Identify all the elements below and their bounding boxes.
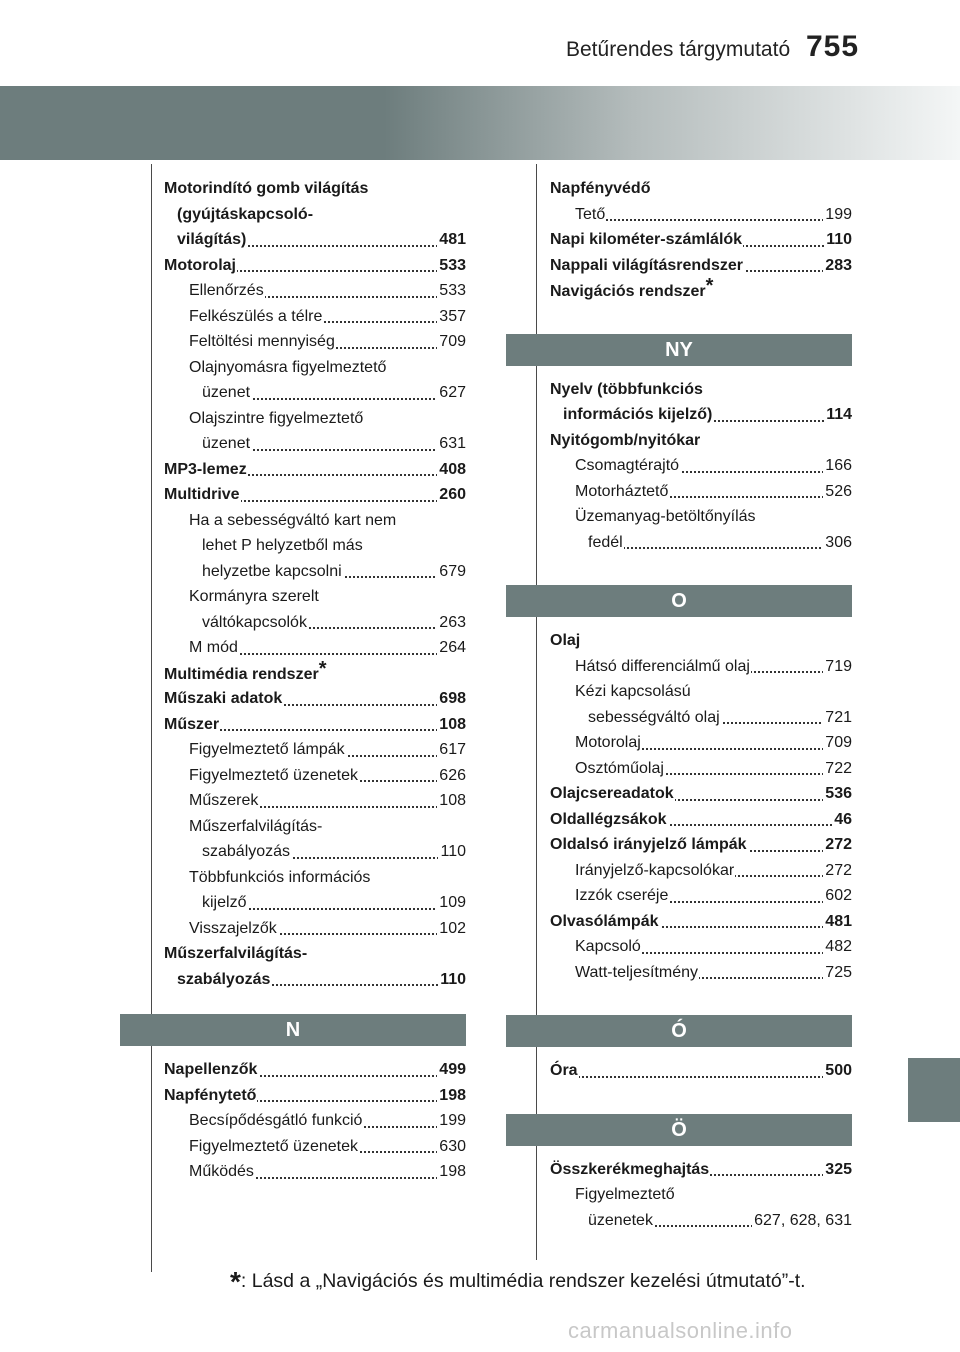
center-column-rule [536,164,537,1260]
index-entry [164,304,466,330]
index-entry [550,705,852,731]
entry-text: Izzók cseréje [575,887,669,904]
entry-text: üzenetek [588,1211,653,1229]
entry-page: 679 [437,559,466,585]
entry-text: Kormányra szerelt [189,588,319,605]
index-entry [164,788,466,814]
index-entry [550,504,852,530]
section-entries [550,628,852,985]
header-banner [0,86,960,160]
index-entry [164,431,466,457]
entry-text: Nyitógomb/nyitókar [550,431,701,449]
index-entry [550,530,852,556]
entry-text: Figyelmeztető lámpák [189,741,345,758]
entry-page: 272 [823,832,852,858]
index-entry [164,916,466,942]
index-entry [550,377,852,403]
index-entry [164,559,466,585]
section-entries [550,1058,852,1084]
entry-text: Kézi kapcsolású [575,683,691,700]
entry-page: 709 [437,329,466,355]
entry-text: Oldalsó irányjelző lámpák [550,836,747,853]
entry-page: 264 [437,635,466,661]
entry-page: 102 [437,916,466,942]
index-entry [164,406,466,432]
index-entry [550,402,852,428]
entry-text: Nyelv (többfunkciós [550,380,703,398]
section-n-entries [164,1057,466,1185]
section-header: NY [506,334,852,366]
entry-text: Olajszintre figyelmeztető [189,409,364,427]
index-entry [164,253,466,279]
entry-text: Műszaki adatok [164,690,283,707]
index-entry [164,610,466,636]
index-entry [164,227,466,253]
entry-page: 263 [437,610,466,636]
entry-page: 481 [823,909,852,935]
entry-text: Működés [189,1163,254,1180]
index-entry [164,763,466,789]
index-entry [550,453,852,479]
entry-page: 199 [823,202,852,228]
entry-page: 499 [437,1057,466,1083]
entry-page: 108 [437,788,466,814]
index-entry [164,1083,466,1109]
index-entry [550,202,852,228]
index-entry [164,839,466,865]
entry-text: (gyújtáskapcsoló- [177,205,314,223]
entry-text: Motorolaj [164,256,236,274]
entry-text: Multimédia rendszer* [164,666,328,683]
leader-dots [575,202,852,228]
index-entry [164,814,466,840]
entry-page: 357 [437,304,466,330]
footnote [230,1262,806,1297]
index-entry [164,482,466,508]
index-side-tab [908,1058,960,1122]
section-header: O [506,585,852,617]
entry-text: Visszajelzők [189,919,277,937]
index-entry [550,960,852,986]
entry-text: Figyelmeztető üzenetek [189,1137,358,1155]
section-header: Ó [506,1015,852,1047]
entry-text: Óra [550,1062,578,1079]
entry-text: fedél [588,533,623,551]
index-entry [550,428,852,454]
entry-page: 627, 628, 631 [752,1208,852,1234]
entry-text: Nappali világításrendszer [550,256,743,274]
index-entry [164,584,466,610]
entry-text: szabályozás [177,970,271,988]
index-entry [164,1134,466,1160]
entry-text: lehet P helyzetből más [202,537,363,554]
section-entries [550,1157,852,1234]
entry-page: 46 [832,807,852,833]
left-column-rule [151,164,152,1272]
index-entry [550,1157,852,1183]
entry-text: Műszerek [189,792,259,809]
entry-page: 114 [824,402,852,428]
index-entry [164,635,466,661]
entry-page: 260 [437,482,466,508]
entry-text: üzenet [202,435,251,452]
leader-dots [550,1058,852,1084]
entry-text: váltókapcsolók [202,613,307,631]
left-entries [164,176,466,992]
entry-text: MP3-lemez [164,460,247,478]
entry-text: Figyelmeztető üzenetek [189,766,358,784]
index-entry [164,737,466,763]
entry-page: 627 [437,380,466,406]
entry-text: Napi kilométer-számlálók [550,231,743,248]
entry-text: Multidrive [164,486,240,503]
entry-page: 722 [823,756,852,782]
section-header-n: N [120,1014,466,1046]
right-column [550,176,852,1233]
index-entry [164,865,466,891]
entry-text: Felkészülés a télre [189,307,323,325]
entry-text: Ellenőrzés [189,282,264,299]
entry-page: 500 [823,1058,852,1084]
index-entry [164,1057,466,1083]
section-entries [550,377,852,556]
entry-page: 110 [824,227,852,253]
entry-page: 199 [437,1108,466,1134]
index-entry [550,807,852,833]
index-entry [550,883,852,909]
page-number: 755 [806,30,860,63]
entry-page: 482 [823,934,852,960]
index-entry [164,941,466,967]
entry-text: Ha a sebességváltó kart nem [189,511,397,529]
entry-page: 110 [438,839,466,865]
entry-text: Becsípődésgátló funkció [189,1112,363,1129]
entry-page: 602 [823,883,852,909]
entry-text: Napfényvédő [550,180,651,197]
entry-page: 533 [437,253,466,279]
index-entry [550,654,852,680]
section-header: Ö [506,1114,852,1146]
entry-text: Olajnyomásra figyelmeztető [189,358,387,376]
index-entry [550,1182,852,1208]
right-entries [550,176,852,304]
entry-text: Üzemanyag-betöltőnyílás [575,508,756,525]
index-entry [164,380,466,406]
entry-page: 481 [437,227,466,253]
entry-text: Olaj [550,632,581,649]
entry-text: sebességváltó olaj [588,708,720,726]
entry-page: 533 [437,278,466,304]
entry-text: Feltöltési mennyiség [189,333,335,350]
index-entry [164,712,466,738]
entry-text: kijelző [202,894,247,911]
entry-page: 617 [437,737,466,763]
index-entry [164,1108,466,1134]
index-entry [164,890,466,916]
index-entry [550,1058,852,1084]
entry-text: Többfunkciós információs [189,868,371,886]
entry-text: Műszerfalvilágítás- [164,945,308,962]
entry-text: Kapcsoló [575,938,641,955]
index-entry [550,679,852,705]
index-entry [164,661,466,687]
entry-page: 306 [823,530,852,556]
index-entry [164,508,466,534]
index-entry [550,278,852,304]
entry-page: 630 [437,1134,466,1160]
index-entry [550,756,852,782]
index-entry [550,781,852,807]
watermark: carmanualsonline.info [568,1318,793,1343]
index-entry [550,253,852,279]
index-entry [164,202,466,228]
entry-text: helyzetbe kapcsolni [202,562,342,580]
footnote-star: * [230,1266,241,1297]
entry-page: 725 [823,960,852,986]
index-entry [164,329,466,355]
index-entry [164,278,466,304]
entry-text: Olvasólámpák [550,912,659,930]
entry-page: 110 [438,967,466,993]
entry-page: 698 [437,686,466,712]
header-title: Betűrendes tárgymutató [566,38,791,61]
entry-text: világítás) [177,231,247,248]
index-entry [164,533,466,559]
entry-text: Napellenzők [164,1061,258,1078]
index-entry [550,1208,852,1234]
index-entry [164,686,466,712]
entry-page: 721 [823,705,852,731]
entry-text: Navigációs rendszer* [550,283,714,300]
entry-text: Motorháztető [575,482,669,500]
index-entry [164,176,466,202]
index-entry [164,1159,466,1185]
entry-page: 198 [437,1159,466,1185]
entry-page: 108 [437,712,466,738]
entry-text: Összkerékmeghajtás [550,1160,710,1178]
index-entry [550,858,852,884]
entry-page: 631 [437,431,466,457]
entry-text: üzenet [202,384,251,401]
entry-text: szabályozás [202,843,291,860]
entry-text: Figyelmeztető [575,1186,675,1203]
index-entry [550,479,852,505]
leader-dots [588,530,852,556]
entry-page: 626 [437,763,466,789]
entry-page: 272 [823,858,852,884]
footnote-marker: * [318,660,327,680]
entry-text: Csomagtérajtó [575,457,680,474]
entry-page: 283 [823,253,852,279]
index-entry [164,355,466,381]
index-entry [550,909,852,935]
entry-page: 408 [437,457,466,483]
entry-text: információs kijelző) [563,406,713,423]
entry-text: Műszerfalvilágítás- [189,817,323,835]
index-entry [550,934,852,960]
index-entry [550,628,852,654]
entry-text: Motorolaj [575,734,641,751]
entry-page: 719 [823,654,852,680]
left-column [164,176,466,1185]
entry-text: Osztóműolaj [575,759,664,777]
entry-page: 109 [437,890,466,916]
entry-page: 198 [437,1083,466,1109]
entry-text: Watt-teljesítmény [575,963,698,981]
entry-text: Motorindító gomb világítás [164,180,369,197]
entry-page: 536 [823,781,852,807]
entry-text: Olajcsereadatok [550,785,674,802]
footnote-text: : Lásd a „Navigációs és multimédia rendszer kezelési útmutató”-t. [240,1270,806,1292]
entry-text: Oldallégzsákok [550,810,667,828]
entry-page: 709 [823,730,852,756]
index-entry [550,730,852,756]
index-entry [550,227,852,253]
entry-page: 526 [823,479,852,505]
index-entry [164,457,466,483]
index-entry [164,967,466,993]
index-entry [550,832,852,858]
entry-page: 325 [823,1157,852,1183]
entry-page: 166 [823,453,852,479]
entry-text: Irányjelző-kapcsolókar [575,861,735,879]
entry-text: M mód [189,639,238,656]
entry-text: Napfénytető [164,1086,257,1104]
index-entry [550,176,852,202]
entry-text: Műszer [164,715,220,733]
entry-text: Hátsó differenciálmű olaj [575,657,750,675]
right-sections [550,304,852,1234]
footnote-marker: * [705,278,714,297]
entry-text: Tető [575,205,606,223]
